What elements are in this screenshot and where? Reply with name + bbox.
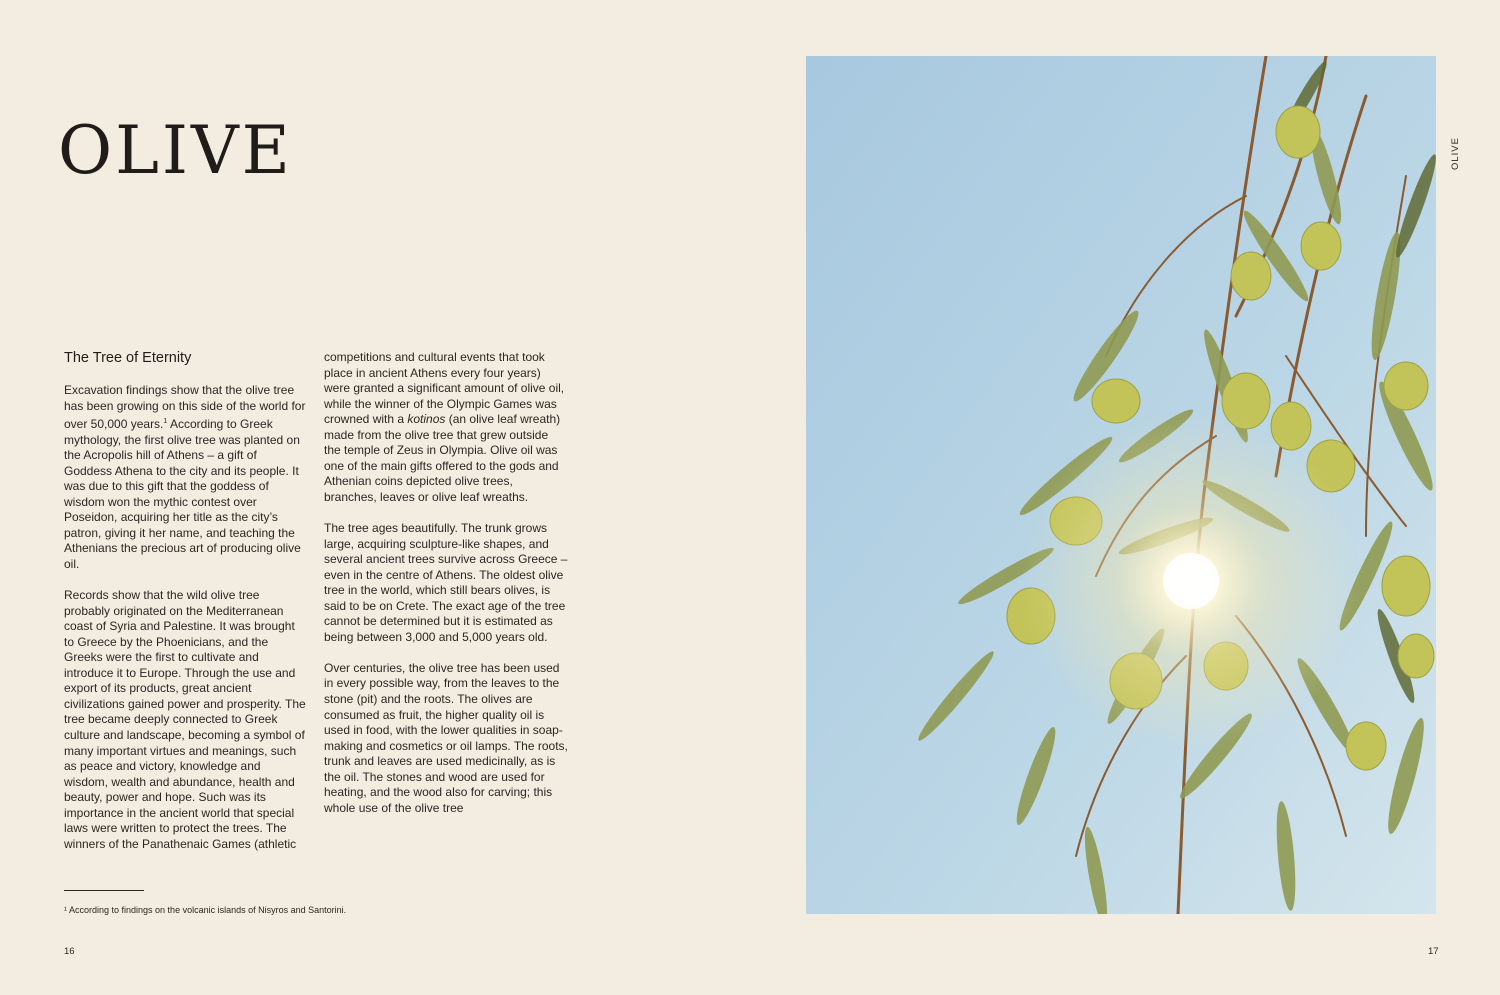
text-column-2 (324, 350, 568, 832)
paragraph (324, 350, 568, 505)
paragraph: Over centuries, the olive tree has been used in every possible way, from the leaves to the stone (pit) and the roots. The olives are consumed as fruit, the higher quality oil is used in food, with the lower qualities in soap-making and cosmetics or oil lamps. The roots, trunk and leaves are used medicinally, as is the oil. The stones and wood are used for heating, and the wood also for carving; this whole use of the olive tree (324, 660, 568, 815)
page-number-left: 16 (64, 946, 75, 957)
footnote: ¹ According to findings on the volcanic islands of Nisyros and Santorini. (64, 905, 347, 915)
paragraph (64, 383, 306, 573)
footnote-marker: 1 (163, 418, 168, 426)
right-page (750, 0, 1500, 995)
paragraph: The tree ages beautifully. The trunk grows large, acquiring sculpture-like shapes, and several ancient trees survive across Greece – even in the centre of Athens. The oldest olive tree in the world, which still bears olives, is said to be on Crete. The exact age of the tree cannot be determined but it is estimated as being between 3,000 and 5,000 years old. (324, 521, 568, 644)
paragraph-text: Excavation findings show that the olive tree has been growing on this side of the world for over 50,000 years. (64, 383, 306, 432)
chapter-title: OLIVE (58, 112, 293, 189)
page-number-right: 17 (1428, 946, 1439, 957)
footnote-rule (64, 890, 144, 891)
text-column-1 (64, 383, 306, 868)
paragraph-text: competitions and cultural events that took place in ancient Athens every four years) were granted a significant amount of olive oil, while the winner of the Olympic Games was crowned with a (324, 350, 565, 427)
paragraph-text: According to Greek mythology, the first olive tree was planted on the Acropolis hill of Athens – a gift of Goddess Athena to the city and its people. It was due to this gift that the goddess of wisdom won the mythic contest over Poseidon, acquiring her title as the city’s patron, giving it her name, and teaching the Athenians the precious art of producing olive oil. (64, 417, 301, 572)
running-head: OLIVE (1450, 137, 1461, 170)
paragraph-text: (an olive leaf wreath) made from the olive tree that grew outside the temple of Zeus in Olympia. Olive oil was one of the main gifts offered to the gods and Athenian coins depicted olive trees, branches, leaves or olive leaf wreaths. (324, 412, 561, 504)
paragraph: Records show that the wild olive tree probably originated on the Mediterranean coast of Syria and Palestine. It was brought to Greece by the Phoenicians, and the Greeks were the first to cultivate and introduce it to Europe. Through the use and export of its products, great ancient civilizations gained power and prosperity. The tree became deeply connected to Greek culture and landscape, becoming a symbol of many important virtues and meanings, such as peace and victory, knowledge and wisdom, wealth and abundance, health and beauty, power and hope. Such was its importance in the ancient world that special laws were written to protect the trees. The winners of the Panathenaic Games (athletic (64, 588, 306, 851)
olive-branch-photo (806, 56, 1436, 914)
italic-term: kotinos (407, 412, 446, 427)
section-heading: The Tree of Eternity (64, 350, 192, 366)
